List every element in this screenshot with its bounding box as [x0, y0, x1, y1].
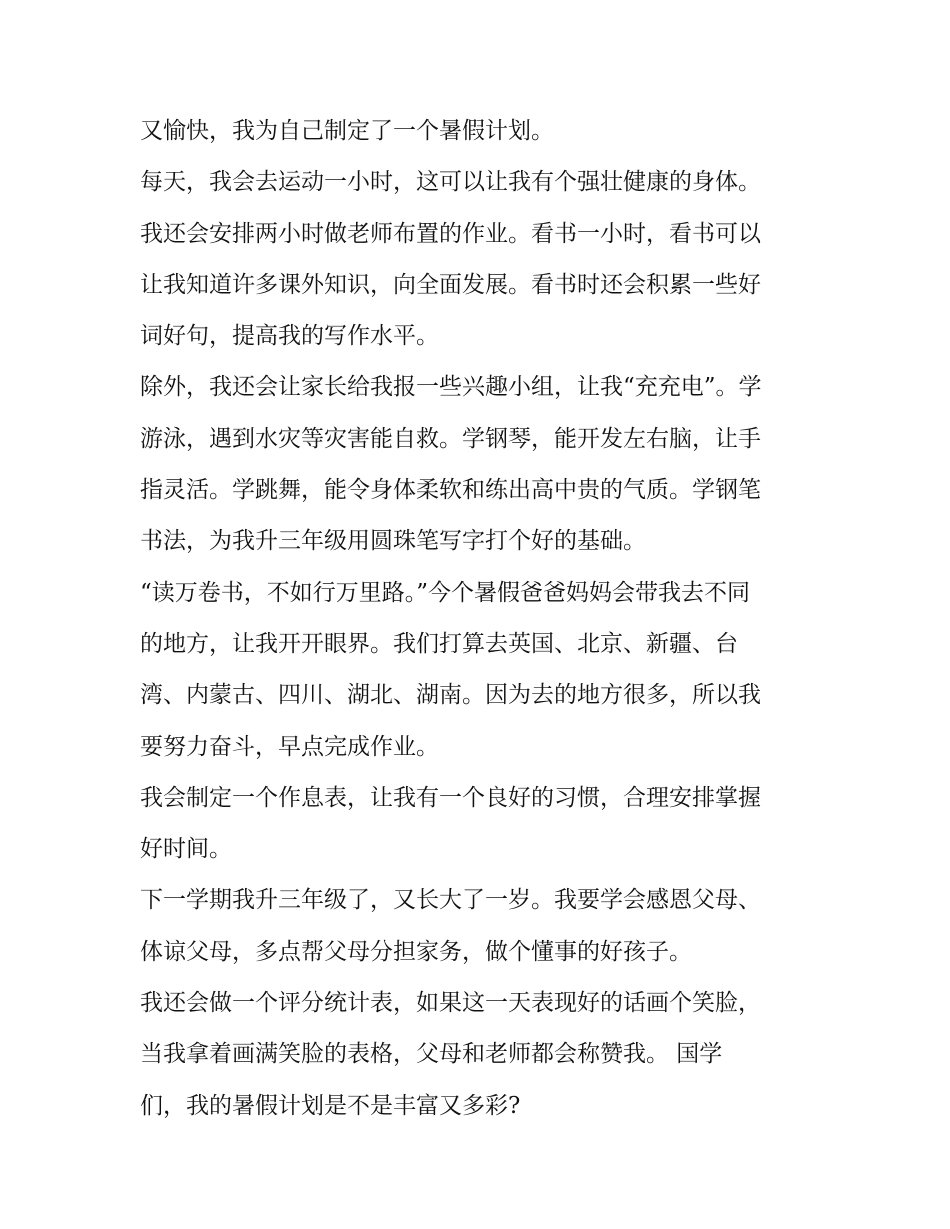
text-line: 让我知道许多课外知识，向全面发展。看书时还会积累一些好	[140, 271, 761, 298]
text-line: 当我拿着画满笑脸的表格，父母和老师都会称赞我。 国学	[140, 1041, 723, 1068]
text-line: 们，我的暑假计划是不是丰富又多彩?	[140, 1092, 521, 1119]
text-line: 我会制定一个作息表，让我有一个良好的习惯，合理安排掌握	[140, 784, 761, 811]
text-line: 书法，为我升三年级用圆珠笔写字打个好的基础。	[140, 528, 646, 555]
text-line: 好时间。	[140, 836, 232, 863]
text-line: 下一学期我升三年级了，又长大了一岁。我要学会感恩父母、	[140, 887, 761, 914]
text-line: 词好句，提高我的写作水平。	[140, 323, 439, 350]
text-line: 我还会做一个评分统计表，如果这一天表现好的话画个笑脸，	[140, 990, 761, 1017]
text-line: 又愉快，我为自己制定了一个暑假计划。	[140, 118, 554, 144]
text-line: 的地方，让我开开眼界。我们打算去英国、北京、新疆、台	[140, 630, 738, 657]
text-line: 每天，我会去运动一小时，这可以让我有个强壮健康的身体。	[140, 169, 761, 196]
text-line: 我还会安排两小时做老师布置的作业。看书一小时，看书可以	[140, 220, 761, 247]
text-line: 除外，我还会让家长给我报一些兴趣小组，让我“充充电”。学	[140, 374, 762, 401]
text-line: 要努力奋斗，早点完成作业。	[140, 733, 439, 760]
text-line: 体谅父母，多点帮父母分担家务，做个懂事的好孩子。	[140, 938, 692, 965]
text-line: “读万卷书，不如行万里路。”今个暑假爸爸妈妈会带我去不同	[140, 579, 751, 606]
text-line: 湾、内蒙古、四川、湖北、湖南。因为去的地方很多，所以我	[140, 682, 761, 709]
body-text	[140, 106, 820, 1132]
text-line: 游泳，遇到水灾等灾害能自救。学钢琴，能开发左右脑，让手	[140, 425, 761, 452]
text-line: 指灵活。学跳舞，能令身体柔软和练出高中贵的气质。学钢笔	[140, 477, 761, 504]
